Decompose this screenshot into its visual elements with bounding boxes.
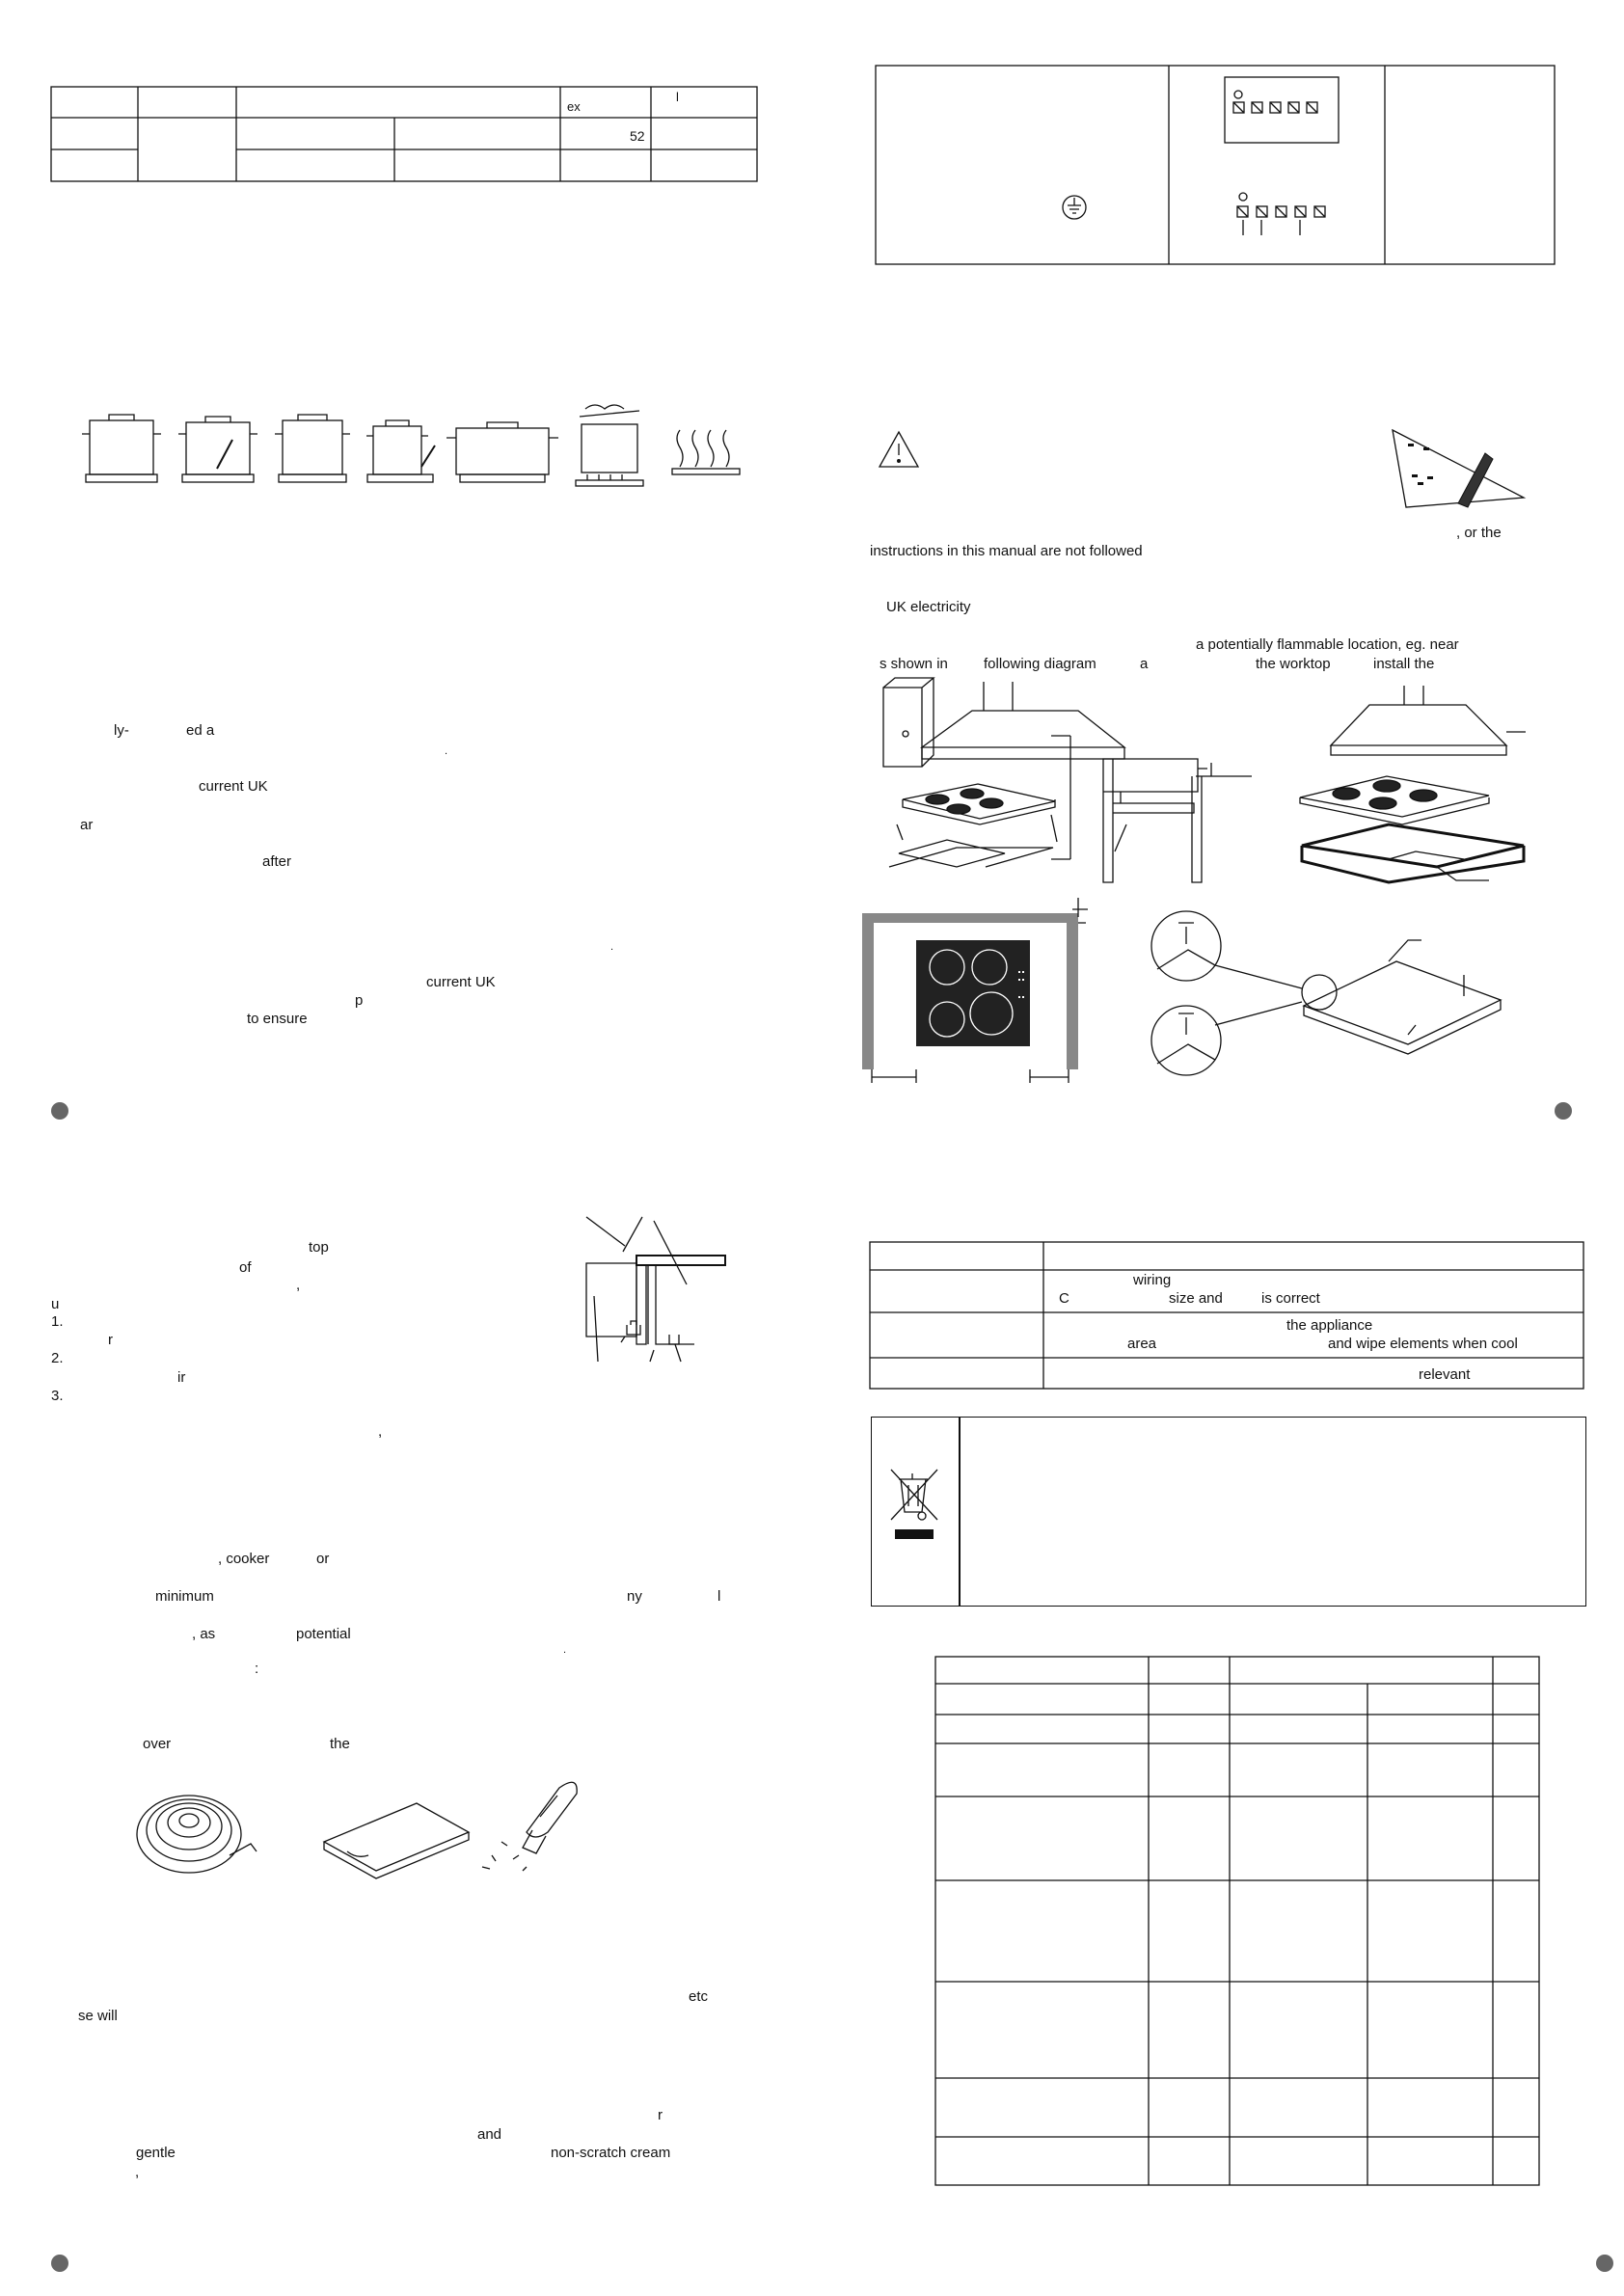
text-fragment: , bbox=[135, 2164, 140, 2180]
text-fragment: u bbox=[51, 1296, 60, 1312]
page-marker-dot bbox=[51, 1102, 68, 1120]
text-fragment: or bbox=[316, 1551, 330, 1567]
text-fragment: after bbox=[262, 853, 292, 870]
troubleshooting-grid bbox=[870, 1242, 1583, 1389]
trouble-text: the appliance bbox=[1286, 1317, 1373, 1334]
product-data-grid bbox=[935, 1657, 1539, 2185]
text-fragment: 1. bbox=[51, 1313, 64, 1330]
cleaning-illustration bbox=[135, 1774, 656, 1880]
trouble-text: C bbox=[1059, 1290, 1069, 1307]
text-fragment: ed a bbox=[186, 722, 215, 739]
text-fragment: ny bbox=[627, 1588, 642, 1605]
text-fragment: r bbox=[108, 1332, 113, 1348]
text-fragment: the worktop bbox=[1256, 656, 1331, 672]
trouble-text: wiring bbox=[1133, 1272, 1172, 1288]
text-fragment: a bbox=[1140, 656, 1149, 672]
text-fragment: ar bbox=[80, 817, 94, 833]
weee-bin-icon bbox=[885, 1464, 943, 1541]
text-fragment: current UK bbox=[426, 974, 496, 990]
text-fragment: r bbox=[658, 2107, 663, 2123]
installation-diagram bbox=[868, 680, 1543, 1104]
text-fragment: minimum bbox=[155, 1588, 214, 1605]
text-fragment: of bbox=[239, 1259, 252, 1276]
text-fragment: , bbox=[296, 1277, 301, 1293]
text-fragment: instructions in this manual are not followed bbox=[870, 543, 1143, 559]
text-fragment: l bbox=[717, 1588, 721, 1605]
text-fragment: , cooker bbox=[218, 1551, 270, 1567]
text-fragment: 3. bbox=[51, 1388, 64, 1404]
page-marker-dot bbox=[1555, 1102, 1572, 1120]
text-fragment: ly- bbox=[114, 722, 129, 739]
text-fragment: , as bbox=[192, 1626, 216, 1642]
text-fragment: . bbox=[610, 941, 614, 953]
trouble-text: is correct bbox=[1261, 1290, 1320, 1307]
text-fragment: following diagram bbox=[984, 656, 1096, 672]
trouble-text: size and bbox=[1169, 1290, 1223, 1307]
text-fragment: . bbox=[445, 745, 448, 757]
text-fragment: UK electricity bbox=[886, 599, 971, 615]
text-fragment: and bbox=[477, 2126, 502, 2143]
text-fragment: se will bbox=[78, 2008, 118, 2024]
page-marker-dot bbox=[1596, 2255, 1613, 2272]
text-fragment: : bbox=[255, 1661, 259, 1677]
warning-triangle-icon bbox=[878, 430, 920, 469]
product-data-table bbox=[935, 1657, 1539, 2185]
troubleshooting-table bbox=[870, 1242, 1583, 1389]
trouble-text: and wipe elements when cool bbox=[1328, 1336, 1518, 1352]
text-fragment: , or the bbox=[1456, 525, 1502, 541]
text-fragment: a potentially flammable location, eg. near bbox=[1196, 636, 1459, 653]
page-marker-dot bbox=[51, 2255, 68, 2272]
text-fragment: s shown in bbox=[880, 656, 948, 672]
text-fragment: current UK bbox=[199, 778, 268, 795]
connection-table bbox=[876, 66, 1555, 264]
spec-value: 52 bbox=[630, 128, 645, 144]
spec-table-grid bbox=[51, 87, 757, 181]
text-fragment: non-scratch cream bbox=[551, 2145, 671, 2161]
trouble-text: relevant bbox=[1419, 1366, 1471, 1383]
text-fragment: 2. bbox=[51, 1350, 64, 1366]
hob-corner-illustration bbox=[1389, 424, 1533, 511]
text-fragment: top bbox=[309, 1239, 329, 1256]
spec-table bbox=[51, 87, 757, 181]
text-fragment: potential bbox=[296, 1626, 351, 1642]
text-fragment: etc bbox=[689, 1988, 709, 2005]
weee-disposal-box bbox=[871, 1417, 1586, 1607]
text-fragment: ir bbox=[177, 1369, 186, 1386]
connection-diagram bbox=[876, 66, 1555, 264]
text-fragment: . bbox=[563, 1644, 567, 1656]
text-fragment: , bbox=[378, 1423, 383, 1440]
text-fragment: the bbox=[330, 1736, 350, 1752]
text-fragment: install the bbox=[1373, 656, 1435, 672]
earth-icon bbox=[1063, 196, 1086, 219]
spec-header-ex: ex bbox=[567, 99, 581, 114]
pan-usage-illustration bbox=[82, 405, 757, 492]
text-fragment: over bbox=[143, 1736, 172, 1752]
text-fragment: p bbox=[355, 992, 364, 1009]
text-fragment: to ensure bbox=[247, 1011, 308, 1027]
trouble-text: area bbox=[1127, 1336, 1157, 1352]
fixing-clamp-diagram bbox=[569, 1217, 752, 1410]
spec-header-l: l bbox=[676, 90, 679, 104]
text-fragment: gentle bbox=[136, 2145, 176, 2161]
